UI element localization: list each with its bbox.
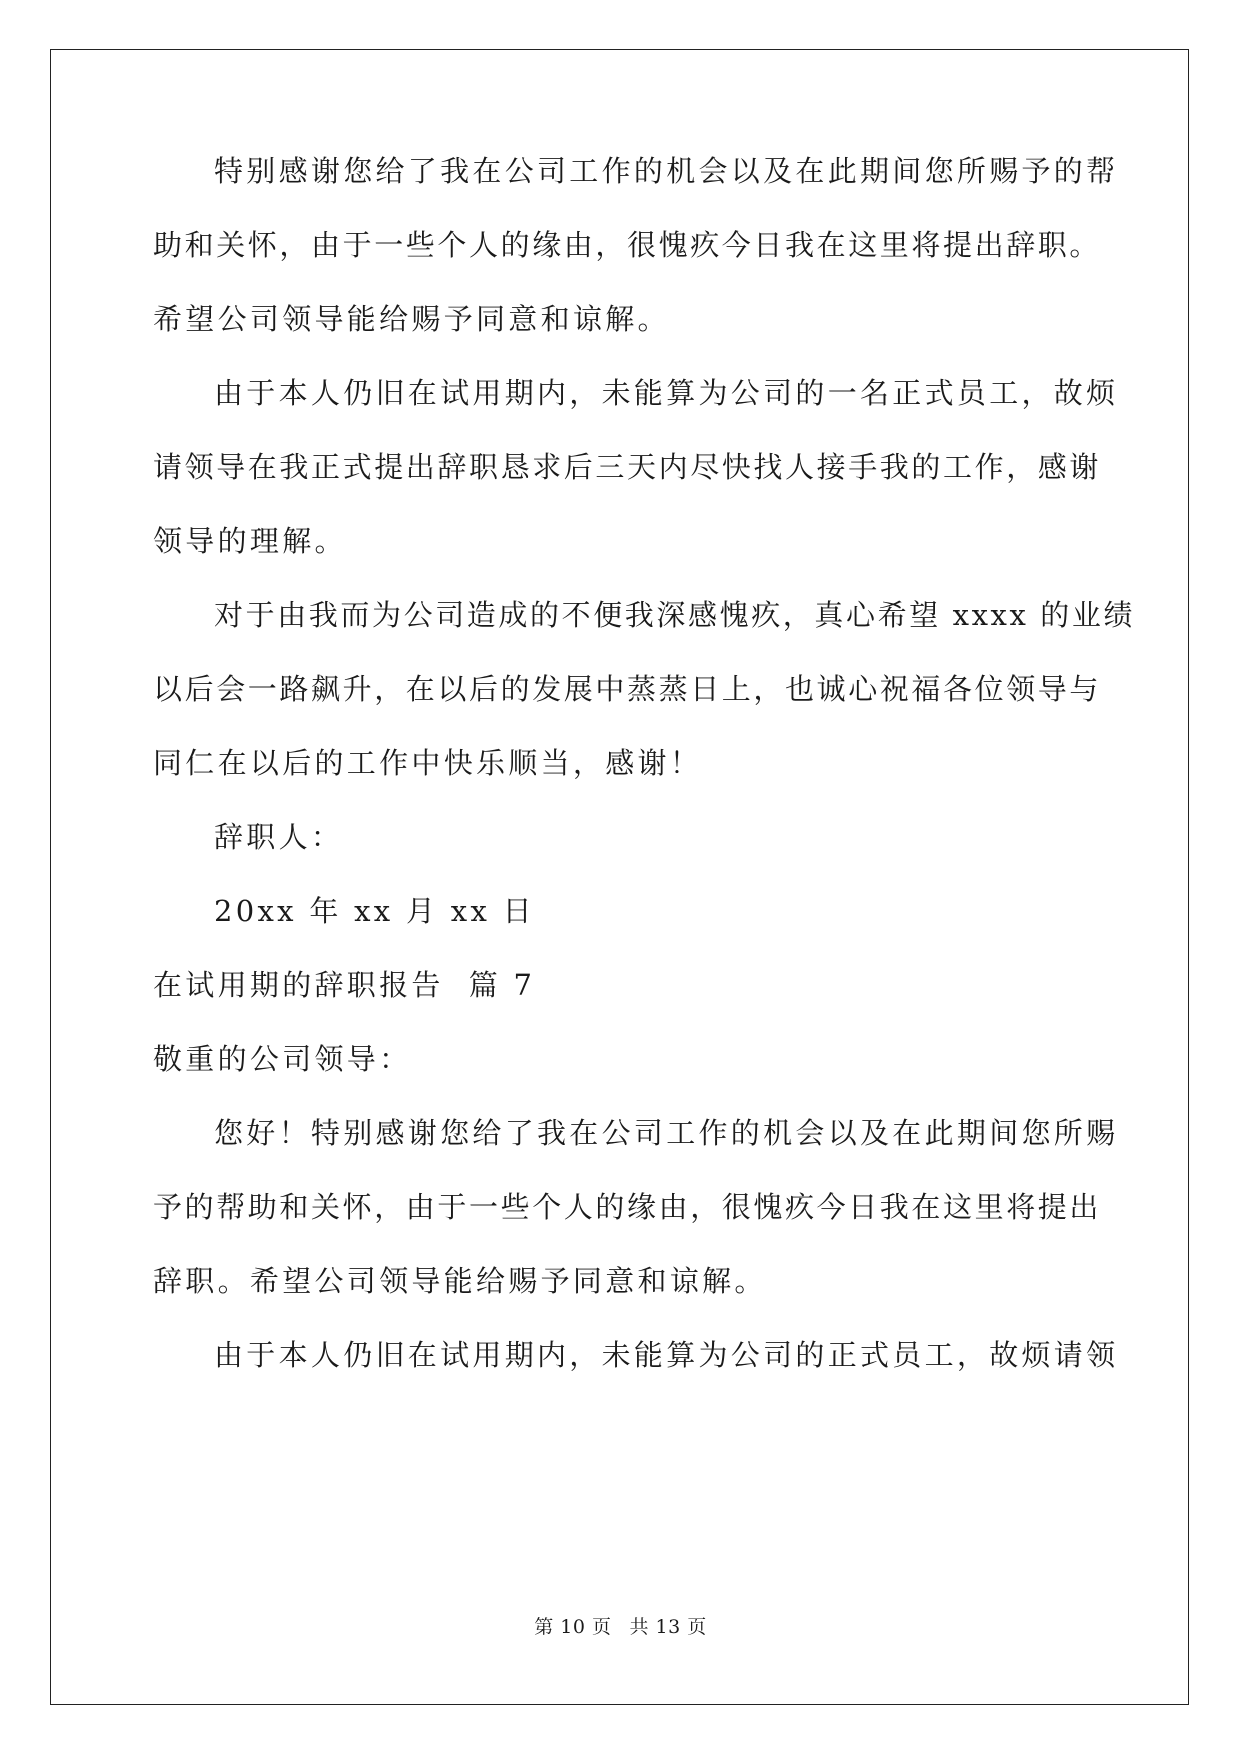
page-number: 第 10 页 — [534, 1616, 612, 1638]
paragraph-line: 领导的理解。 — [153, 524, 347, 558]
date-line: 20xx 年 xx 月 xx 日 — [214, 894, 535, 928]
paragraph-line: 予的帮助和关怀，由于一些个人的缘由，很愧疚今日我在这里将提出 — [153, 1190, 1102, 1224]
paragraph-line: 以后会一路飙升，在以后的发展中蒸蒸日上，也诚心祝福各位领导与 — [153, 672, 1102, 706]
paragraph-line: 希望公司领导能给赐予同意和谅解。 — [153, 302, 670, 336]
signature-label: 辞职人： — [214, 820, 344, 854]
paragraph-line: 对于由我而为公司造成的不便我深感愧疚，真心希望 xxxx 的业绩 — [214, 598, 1136, 632]
paragraph-line: 由于本人仍旧在试用期内，未能算为公司的一名正式员工，故烦 — [214, 376, 1119, 410]
page-border — [50, 49, 1189, 1705]
paragraph-line: 辞职。希望公司领导能给赐予同意和谅解。 — [153, 1264, 767, 1298]
page-total: 共 13 页 — [629, 1616, 707, 1638]
page-footer — [0, 1615, 1241, 1639]
paragraph-line: 由于本人仍旧在试用期内，未能算为公司的正式员工，故烦请领 — [214, 1338, 1119, 1372]
paragraph-line: 请领导在我正式提出辞职恳求后三天内尽快找人接手我的工作，感谢 — [153, 450, 1102, 484]
section-heading: 在试用期的辞职报告 篇 7 — [153, 968, 536, 1002]
paragraph-line: 助和关怀，由于一些个人的缘由，很愧疚今日我在这里将提出辞职。 — [153, 228, 1102, 262]
paragraph-line: 特别感谢您给了我在公司工作的机会以及在此期间您所赐予的帮 — [214, 154, 1119, 188]
paragraph-line: 您好！特别感谢您给了我在公司工作的机会以及在此期间您所赐 — [214, 1116, 1119, 1150]
paragraph-line: 同仁在以后的工作中快乐顺当，感谢！ — [153, 746, 703, 780]
salutation: 敬重的公司领导： — [153, 1042, 412, 1076]
